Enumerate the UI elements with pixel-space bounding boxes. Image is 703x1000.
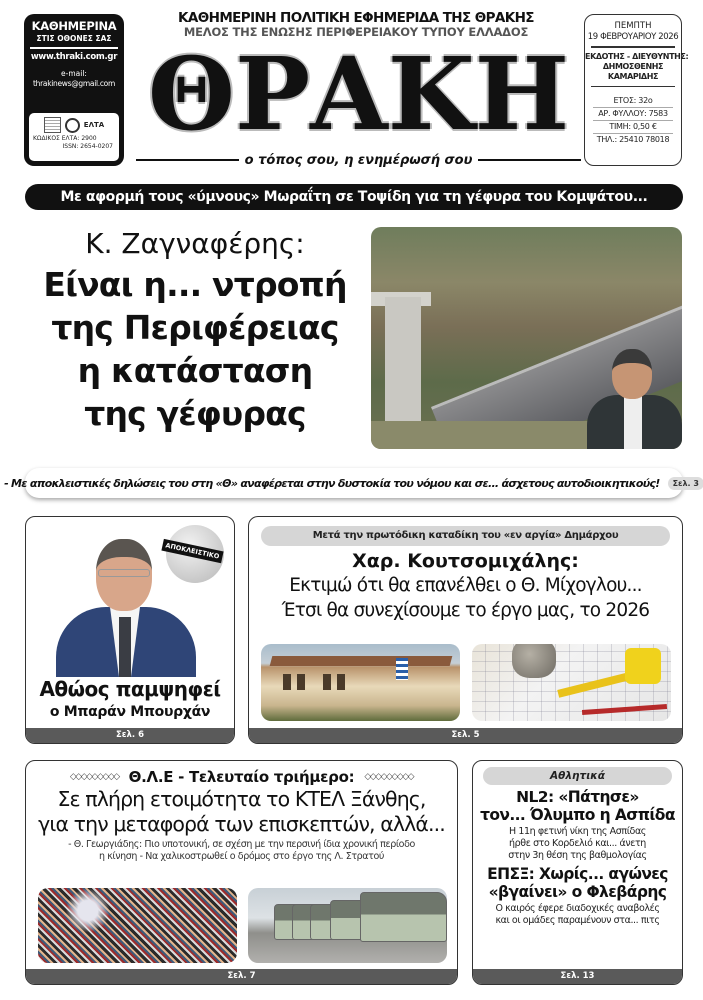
lead-headline-line: η κατάσταση xyxy=(77,351,313,390)
publisher-name-first: ΔΗΜΟΣΘΕΝΗΣ xyxy=(602,61,664,71)
story-name: Χαρ. Κουτσομιχάλης: xyxy=(352,550,579,572)
window xyxy=(323,674,331,690)
page-ref: Σελ. 13 xyxy=(473,969,682,984)
collapsed-bridge-photo[interactable] xyxy=(371,227,682,449)
tape-measure-icon xyxy=(625,648,661,684)
seal-icon xyxy=(65,118,80,133)
exclusive-label: ΑΠΟΚΛΕΙΣΤΙΚΟ xyxy=(161,539,223,563)
story-line: Έτσι θα συνεχίσουμε το έργο μας, το 2026 xyxy=(281,600,650,621)
motto-rule-right xyxy=(478,159,581,161)
lead-subline-text: - Με αποκλειστικές δηλώσεις του στη «Θ» αναφέρεται στην δυστοκία του νόμου και σε... άσχετους αυτοδιοικητικούς! xyxy=(4,476,660,490)
story-line: Σε πλήρη ετοιμότητα το ΚΤΕΛ Ξάνθης, xyxy=(57,787,426,811)
story-kicker: Θ.Λ.Ε - Τελευταίο τριήμερο: xyxy=(128,768,355,786)
hammer-icon xyxy=(512,644,556,678)
issue-number: ΑΡ. ΦΥΛΛΟΥ: 7583 xyxy=(593,108,673,121)
story-line: Εκτιμώ ότι θα επανέλθει ο Θ. Μίχογλου... xyxy=(289,575,642,596)
screens-label: ΣΤΙΣ ΟΘΟΝΕΣ ΣΑΣ xyxy=(36,34,112,43)
story-sub: Ο καιρός έφερε διαδοχικές αναβολές xyxy=(495,903,660,914)
portrait-shirt xyxy=(624,395,642,449)
story-title: τον... Όλυμπο η Ασπίδα xyxy=(480,806,675,824)
story-kicker-row xyxy=(26,767,457,787)
lead-name: Κ. Ζαγναφέρης: xyxy=(85,227,305,260)
town-hall-photo xyxy=(261,644,460,721)
tagline-primary: ΚΑΘΗΜΕΡΙΝΗ ΠΟΛΙΤΙΚΗ ΕΦΗΜΕΡΙΔΑ ΤΗΣ ΘΡΑΚΗΣ xyxy=(178,10,534,26)
portrait-head xyxy=(612,349,652,399)
greek-flag-icon xyxy=(396,658,408,680)
story-title: «βγαίνει» ο Φλεβάρης xyxy=(488,883,667,901)
story-title: NL2: «Πάτησε» xyxy=(516,788,639,806)
logo-text: ΘΡΑΚΗ xyxy=(147,40,570,148)
window xyxy=(283,674,291,690)
exclusive-badge xyxy=(166,525,224,583)
postal-info xyxy=(29,113,119,161)
lead-subline[interactable] xyxy=(4,468,699,498)
story-sub: η κίνηση - Να χαλικοστρωθεί ο δρόμος στο έργο της Λ. Στρατού xyxy=(98,851,385,862)
story-line: για την μεταφορά των επισκεπτών, αλλά... xyxy=(38,812,445,836)
motto: ο τόπος σου, η ενημέρωσή σου xyxy=(244,152,473,168)
email-link[interactable]: thrakinews@gmail.com xyxy=(33,79,115,88)
lead-headline-line: της γέφυρας xyxy=(84,394,306,433)
section-label: Αθλητικά xyxy=(483,767,672,785)
email-label: e-mail: xyxy=(61,69,87,78)
lead-headline-line: της Περιφέρειας xyxy=(51,308,339,347)
divider xyxy=(30,47,118,49)
elta-logo: ΕΛΤΑ xyxy=(83,121,105,129)
blueprint-tools-photo xyxy=(472,644,671,721)
page-ref: Σελ. 7 xyxy=(26,969,457,984)
divider xyxy=(591,86,675,88)
story-kicker: Μετά την πρωτόδικη καταδίκη του «εν αργία» Δημάρχου xyxy=(261,526,670,546)
window xyxy=(337,674,345,690)
story-mayor[interactable] xyxy=(248,516,683,744)
issue-price: ΤΙΜΗ: 0,50 € xyxy=(593,121,673,134)
tagline-secondary: ΜΕΛΟΣ ΤΗΣ ΕΝΩΣΗΣ ΠΕΡΙΦΕΡΕΙΑΚΟΥ ΤΥΠΟΥ ΕΛΛΑΔΟΣ xyxy=(183,25,529,39)
divider xyxy=(591,46,675,48)
daily-label: ΚΑΘΗΜΕΡΙΝΑ xyxy=(31,19,117,33)
roof xyxy=(270,656,453,666)
ornament-left: ◇◇◇◇◇◇◇◇◇ xyxy=(69,772,119,782)
story-title: Αθώος παμψηφεί xyxy=(39,677,221,701)
postage-stamp-icon xyxy=(44,117,61,133)
newspaper-logo[interactable] xyxy=(136,40,581,148)
lead-headline[interactable] xyxy=(20,225,370,435)
issue-day: ΠΕΜΠΤΗ xyxy=(614,21,652,31)
issue-date: 19 ΦΕΒΡΟΥΑΡΙΟΥ 2026 xyxy=(587,32,679,42)
story-ktel[interactable] xyxy=(25,760,458,985)
story-subtitle: ο Μπαράν Μπουρχάν xyxy=(49,704,211,720)
motto-rule-left xyxy=(136,159,239,161)
story-title: ΕΠΣΞ: Χωρίς... αγώνες xyxy=(487,865,668,883)
portrait-inset xyxy=(582,349,682,449)
issue-info-box xyxy=(584,14,689,166)
story-acquitted[interactable] xyxy=(25,516,235,744)
bridge-pier xyxy=(385,297,421,427)
story-sub: - Θ. Γεωργιάδης: Πιο υποτονική, σε σχέση με την περσινή ίδια χρονική περίοδο xyxy=(68,839,415,850)
window xyxy=(297,674,305,690)
elta-code: ΚΩΔΙΚΟΣ ΕΛΤΑ: 2900 xyxy=(33,135,97,142)
publisher-label: ΕΚΔΟΤΗΣ - ΔΙΕΥΘΥΝΤΗΣ: xyxy=(585,51,689,61)
publisher-name-last: ΚΑΜΑΡΙΔΗΣ xyxy=(607,71,659,81)
lead-kicker[interactable]: Με αφορμή τους «ύμνους» Μωραΐτη σε Τοψίδη για τη γέφυρα του Κομψάτου... xyxy=(25,184,683,210)
page-ref: Σελ. 6 xyxy=(26,728,234,743)
issn: ISSN: 2654-0207 xyxy=(62,143,113,150)
bus xyxy=(360,892,447,942)
glasses-icon xyxy=(98,569,150,577)
issue-phone: ΤΗΛ.: 25410 78018 xyxy=(596,135,670,144)
story-sub: και οι ομάδες παραμένουν στα... πιτς xyxy=(495,915,660,926)
issue-year: ΕΤΟΣ: 32ο xyxy=(593,95,673,108)
masthead-info-box xyxy=(24,14,124,166)
story-sub: στην 3η θέση της βαθμολογίας xyxy=(508,850,647,861)
ornament-right: ◇◇◇◇◇◇◇◇◇ xyxy=(364,772,414,782)
story-sub: Η 11η φετινή νίκη της Ασπίδας xyxy=(509,826,646,837)
story-sub: ήρθε στο Κορδελιό και... άνετη xyxy=(509,838,646,849)
lead-headline-line: Είναι η... ντροπή xyxy=(43,265,347,304)
buses-photo xyxy=(248,888,447,963)
carnival-crowd-photo xyxy=(38,888,237,963)
page-ref: Σελ. 5 xyxy=(249,728,682,743)
story-sports[interactable] xyxy=(472,760,683,985)
portrait-tie xyxy=(119,617,131,677)
website-link[interactable]: www.thraki.com.gr xyxy=(30,52,118,62)
motto-row xyxy=(136,152,581,168)
page-ref: Σελ. 3 xyxy=(668,477,703,490)
